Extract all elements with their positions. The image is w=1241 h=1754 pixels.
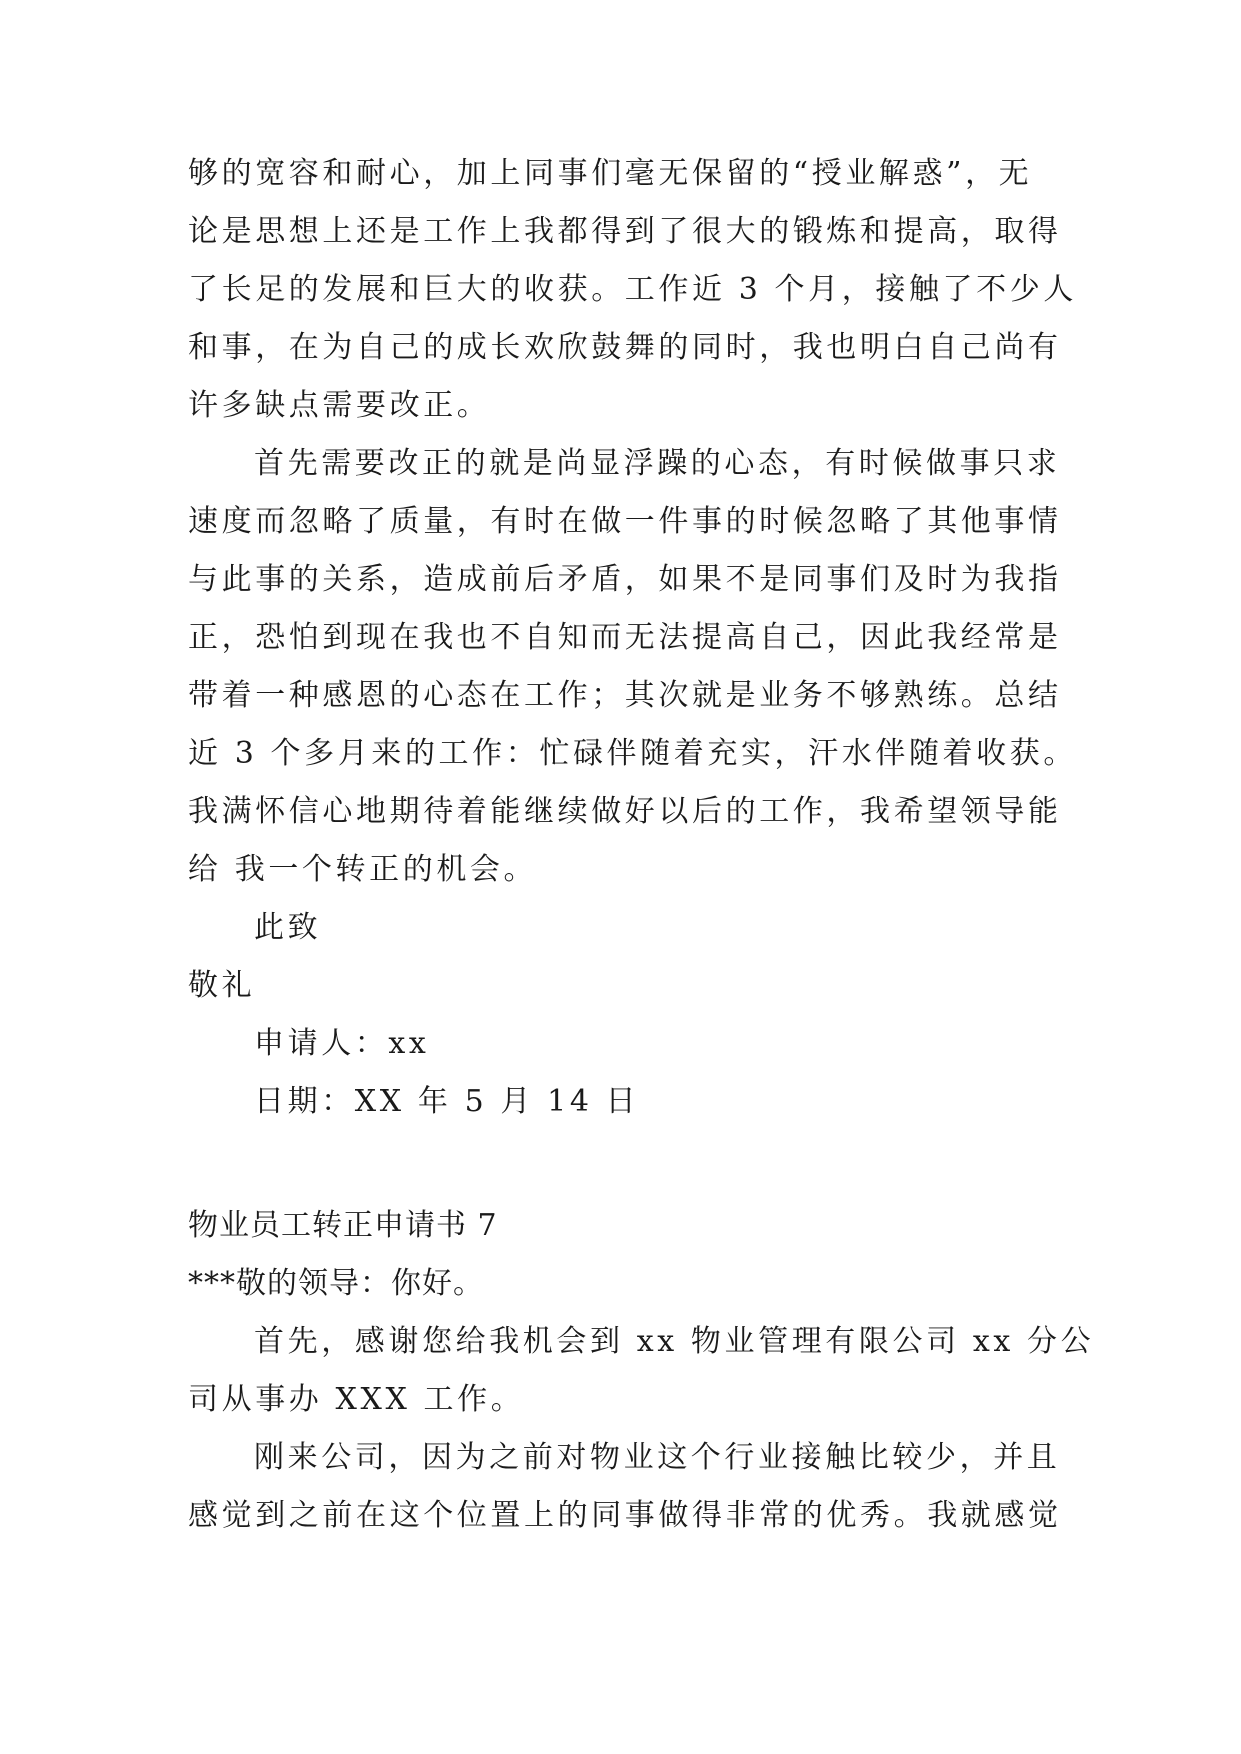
section-title: 物业员工转正申请书 7: [188, 1208, 498, 1243]
text-line: 论是思想上还是工作上我都得到了很大的锻炼和提高，取得: [188, 214, 1062, 249]
text-line: 速度而忽略了质量，有时在做一件事的时候忽略了其他事情: [188, 504, 1062, 539]
text-line: 与此事的关系，造成前后矛盾，如果不是同事们及时为我指: [188, 562, 1062, 597]
text-line: 首先，感谢您给我机会到 xx 物业管理有限公司 xx 分公: [254, 1324, 1095, 1359]
text-line: 我满怀信心地期待着能继续做好以后的工作，我希望领导能: [188, 794, 1062, 829]
text-line: 正，恐怕到现在我也不自知而无法提高自己，因此我经常是: [188, 620, 1062, 655]
greeting-line: ***敬的领导：你好。: [188, 1266, 484, 1301]
text-line: 够的宽容和耐心，加上同事们毫无保留的“授业解惑”，无: [188, 156, 1033, 191]
closing-text: 此致: [254, 910, 322, 945]
text-line: 给 我一个转正的机会。: [188, 852, 538, 887]
text-line: 带着一种感恩的心态在工作；其次就是业务不够熟练。总结: [188, 678, 1062, 713]
text-line: 首先需要改正的就是尚显浮躁的心态，有时候做事只求: [254, 446, 1061, 481]
text-line: 和事，在为自己的成长欢欣鼓舞的同时，我也明白自己尚有: [188, 330, 1062, 365]
salute-text: 敬礼: [188, 968, 256, 1003]
text-line: 许多缺点需要改正。: [188, 388, 491, 423]
text-line: 近 3 个多月来的工作：忙碌伴随着充实，汗水伴随着收获。: [188, 736, 1077, 771]
applicant-line: 申请人：xx: [254, 1026, 430, 1061]
text-line: 了长足的发展和巨大的收获。工作近 3 个月，接触了不少人: [188, 272, 1077, 307]
text-line: 司从事办 XXX 工作。: [188, 1382, 525, 1417]
text-line: 刚来公司，因为之前对物业这个行业接触比较少，并且: [254, 1440, 1061, 1475]
text-line: 感觉到之前在这个位置上的同事做得非常的优秀。我就感觉: [188, 1498, 1062, 1533]
date-line: 日期：XX 年 5 月 14 日: [254, 1084, 640, 1119]
